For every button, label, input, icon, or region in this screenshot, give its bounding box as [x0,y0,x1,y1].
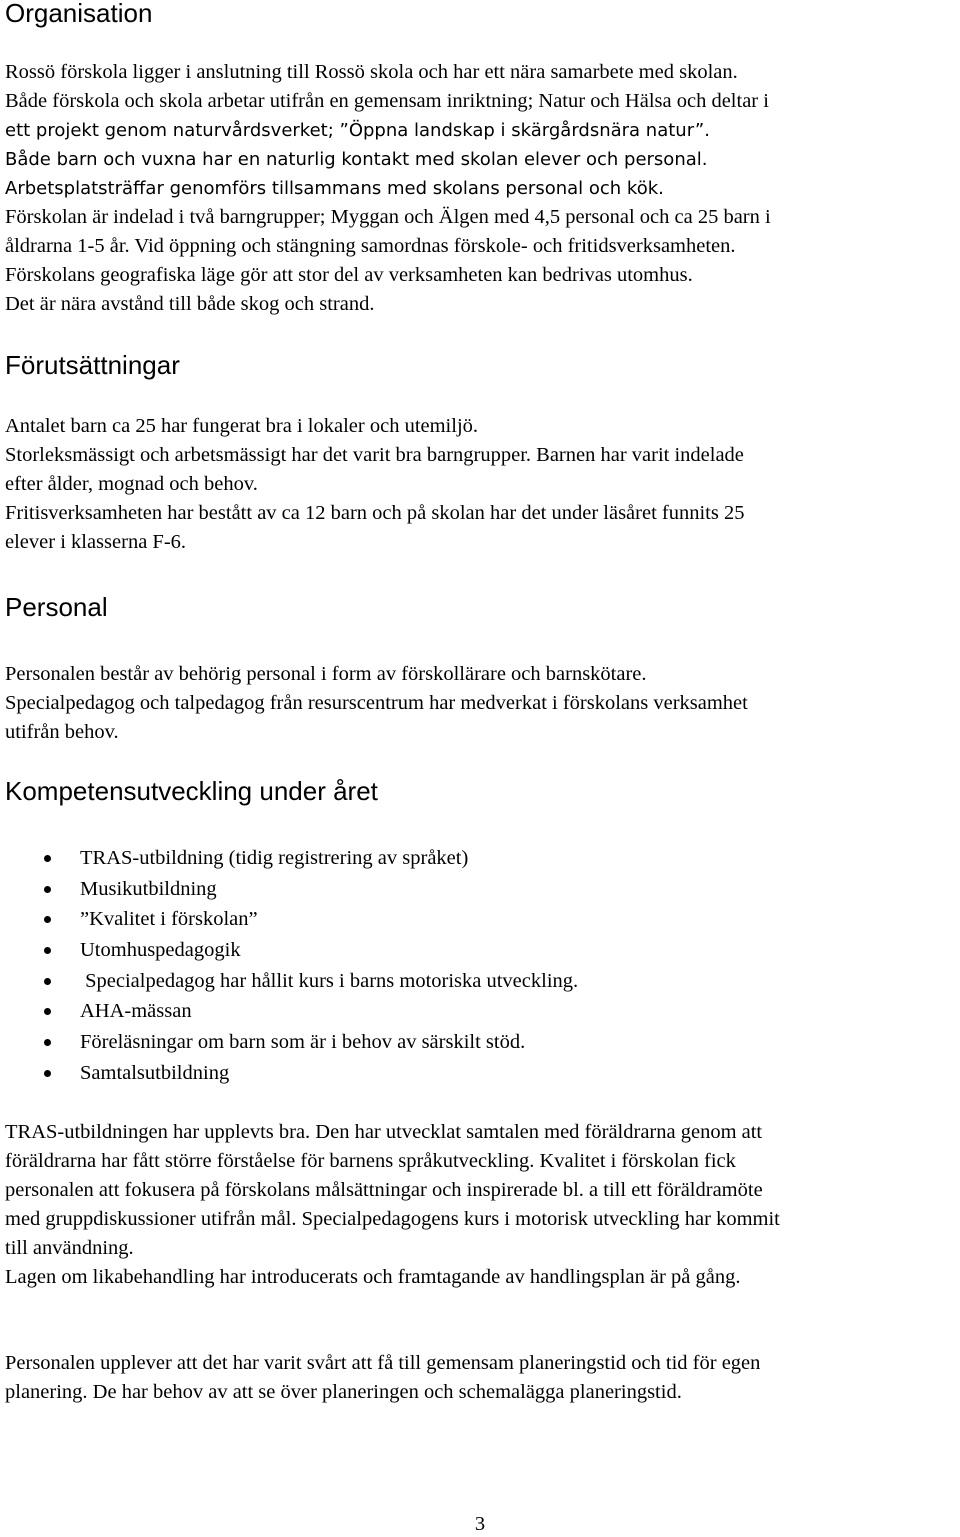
list-item-text: Samtalsutbildning [80,1061,230,1084]
text-line: Både barn och vuxna har en naturlig kontakt med skolan elever och personal. [5,149,708,170]
bullet-icon [44,1039,51,1046]
text-line: Rossö förskola ligger i anslutning till Rossö skola och har ett nära samarbete med skolan. [5,61,738,83]
heading-forutsattningar: Förutsättningar [5,350,180,380]
text-line: utifrån behov. [5,721,119,743]
paragraph-tras-evaluation [5,1118,957,1292]
list-item [5,1027,578,1058]
list-item [5,874,578,905]
list-item [5,904,578,935]
heading-personal: Personal [5,592,108,622]
heading-kompetensutveckling: Kompetensutveckling under året [5,776,378,806]
text-line: med gruppdiskussioner utifrån mål. Specialpedagogens kurs i motorisk utveckling har kommit [5,1208,780,1230]
text-line: Personalen består av behörig personal i form av förskollärare och barnskötare. [5,663,647,685]
text-line: ett projekt genom naturvårdsverket; ”Öppna landskap i skärgårdsnära natur”. [5,120,710,141]
list-item-text: Musikutbildning [80,877,217,900]
text-line: Förskolans geografiska läge gör att stor del av verksamheten kan bedrivas utomhus. [5,264,693,286]
list-item-text: AHA-mässan [80,1000,192,1023]
paragraph-planning [5,1349,957,1407]
text-line: Storleksmässigt och arbetsmässigt har det varit bra barngrupper. Barnen har varit indelade [5,444,744,466]
text-line: Fritisverksamheten har bestått av ca 12 barn och på skolan har det under läsåret funnits 25 [5,502,745,524]
paragraph-organisation [5,58,957,319]
list-item-text: Utomhuspedagogik [80,939,241,962]
heading-organisation: Organisation [5,0,153,28]
text-line: Både förskola och skola arbetar utifrån en gemensam inriktning; Natur och Hälsa och deltar i [5,90,769,112]
paragraph-personal [5,660,957,747]
competence-list [5,843,578,1089]
bullet-icon [44,947,51,954]
list-item-text: Specialpedagog har hållit kurs i barns motoriska utveckling. [80,969,579,992]
bullet-icon [44,1008,51,1015]
list-item-text: ”Kvalitet i förskolan” [80,908,258,931]
text-line: Det är nära avstånd till både skog och strand. [5,293,375,315]
bullet-icon [44,916,51,923]
text-line: Specialpedagog och talpedagog från resurscentrum har medverkat i förskolans verksamhet [5,692,748,714]
text-line: efter ålder, mognad och behov. [5,473,258,495]
bullet-icon [44,978,51,985]
list-item [5,996,578,1027]
list-item [5,1058,578,1089]
list-item-text: TRAS-utbildning (tidig registrering av språket) [80,847,469,869]
text-line: Personalen upplever att det har varit svårt att få till gemensam planeringstid och tid för egen [5,1352,761,1374]
paragraph-forutsattningar [5,412,957,557]
bullet-icon [44,855,51,862]
text-line: föräldrarna har fått större förståelse för barnens språkutveckling. Kvalitet i förskolan fick [5,1150,736,1172]
list-item-text: Föreläsningar om barn som är i behov av särskilt stöd. [80,1031,526,1054]
text-line: personalen att fokusera på förskolans målsättningar och inspirerade bl. a till ett föräldramöte [5,1179,763,1201]
page-number: 3 [474,1513,486,1535]
list-item [5,843,578,874]
text-line: till användning. [5,1237,134,1259]
bullet-icon [44,1070,51,1077]
list-item [5,966,578,997]
text-line: planering. De har behov av att se över planeringen och schemalägga planeringstid. [5,1381,682,1403]
text-line: Förskolan är indelad i två barngrupper; Myggan och Älgen med 4,5 personal och ca 25 barn i [5,206,771,228]
text-line: Lagen om likabehandling har introducerats och framtagande av handlingsplan är på gång. [5,1266,741,1288]
text-line: Arbetsplatsträffar genomförs tillsammans med skolans personal och kök. [5,178,664,199]
text-line: elever i klasserna F-6. [5,531,187,553]
list-item [5,935,578,966]
text-line: Antalet barn ca 25 har fungerat bra i lokaler och utemiljö. [5,415,479,437]
text-line: TRAS-utbildningen har upplevts bra. Den har utvecklat samtalen med föräldrarna genom att [5,1121,763,1143]
text-line: åldrarna 1-5 år. Vid öppning och stängning samordnas förskole- och fritidsverksamheten. [5,235,736,257]
bullet-icon [44,886,51,893]
